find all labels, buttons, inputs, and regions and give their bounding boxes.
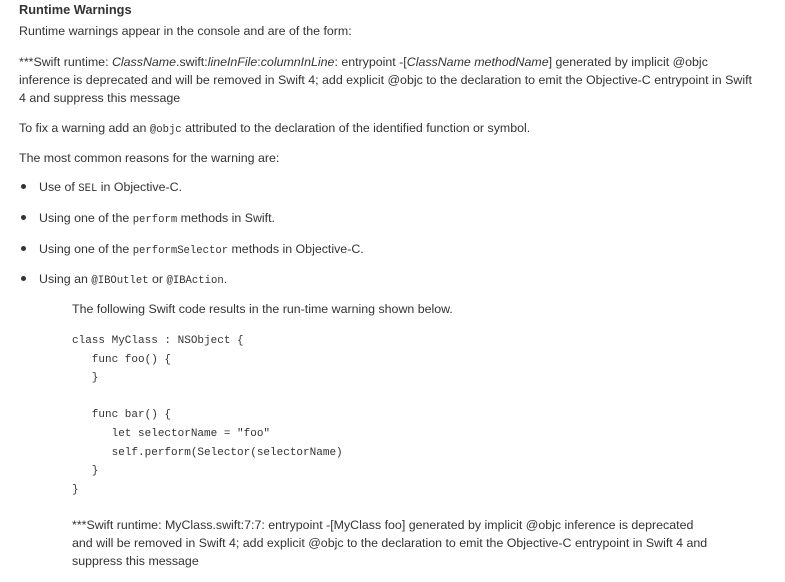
reason-text: methods in Objective-C. (228, 242, 364, 256)
reason-code: perform (132, 214, 178, 226)
form-suffix: ] generated by implicit @objc inference is deprecated and will be removed in Swift 4; add explicit @objc to the declaration to emit the Objective-C entrypoint in Swift 4 and suppress this message (19, 55, 752, 105)
form-prefix: ***Swift runtime: (19, 55, 112, 69)
fix-before: To fix a warning add an (19, 121, 150, 135)
reason-text: in Objective-C. (97, 180, 183, 194)
reason-code: @IBOutlet (91, 275, 149, 287)
reason-text: Using one of the (39, 211, 133, 225)
reasons-intro: The most common reasons for the warning are: (19, 151, 280, 165)
fix-paragraph (19, 119, 530, 139)
example-warning: ***Swift runtime: MyClass.swift:7:7: entrypoint -[MyClass foo] generated by implicit @objc inference is deprecated and will be removed in Swift 4; add explicit @objc to the declaration to emit the Objective-C entrypoint in Swift 4 and suppress this message (72, 518, 708, 568)
page-title: Runtime Warnings (19, 2, 132, 17)
form-column-in-line: columnInLine (260, 55, 335, 69)
reason-text: Use of (39, 180, 79, 194)
form-swift-ext: .swift: (176, 55, 208, 69)
code-sample: class MyClass : NSObject { func foo() { } func bar() { let selectorName = "foo" self.perform(Selector(selectorName) } } (72, 335, 343, 496)
list-item-text (39, 209, 275, 229)
list-item-text (39, 178, 182, 198)
form-class-method: ClassName methodName (406, 55, 549, 69)
example-intro: The following Swift code results in the run-time warning shown below. (72, 302, 453, 316)
fix-code: @objc (149, 124, 182, 136)
list-item-text (39, 270, 227, 290)
reason-text: methods in Swift. (177, 211, 275, 225)
form-entrypoint: : entrypoint -[ (334, 55, 407, 69)
bullet-icon (21, 215, 26, 220)
fix-after: attributed to the declaration of the identified function or symbol. (181, 121, 531, 135)
bullet-icon (21, 184, 26, 189)
intro-paragraph: Runtime warnings appear in the console and are of the form: (19, 24, 352, 38)
reason-code: performSelector (132, 245, 229, 257)
reason-text: Using one of the (39, 242, 133, 256)
reason-code: SEL (78, 183, 98, 195)
form-class-name: ClassName (111, 55, 177, 69)
warning-form-paragraph (19, 53, 754, 107)
reason-code: @IBAction (166, 275, 224, 287)
form-colon: : (257, 55, 261, 69)
reason-text: Using an (39, 272, 92, 286)
list-item-text (39, 240, 364, 260)
form-line-in-file: lineInFile (207, 55, 258, 69)
reason-text: . (223, 272, 228, 286)
reason-text: or (148, 272, 167, 286)
bullet-icon (21, 276, 26, 281)
bullet-icon (21, 246, 26, 251)
